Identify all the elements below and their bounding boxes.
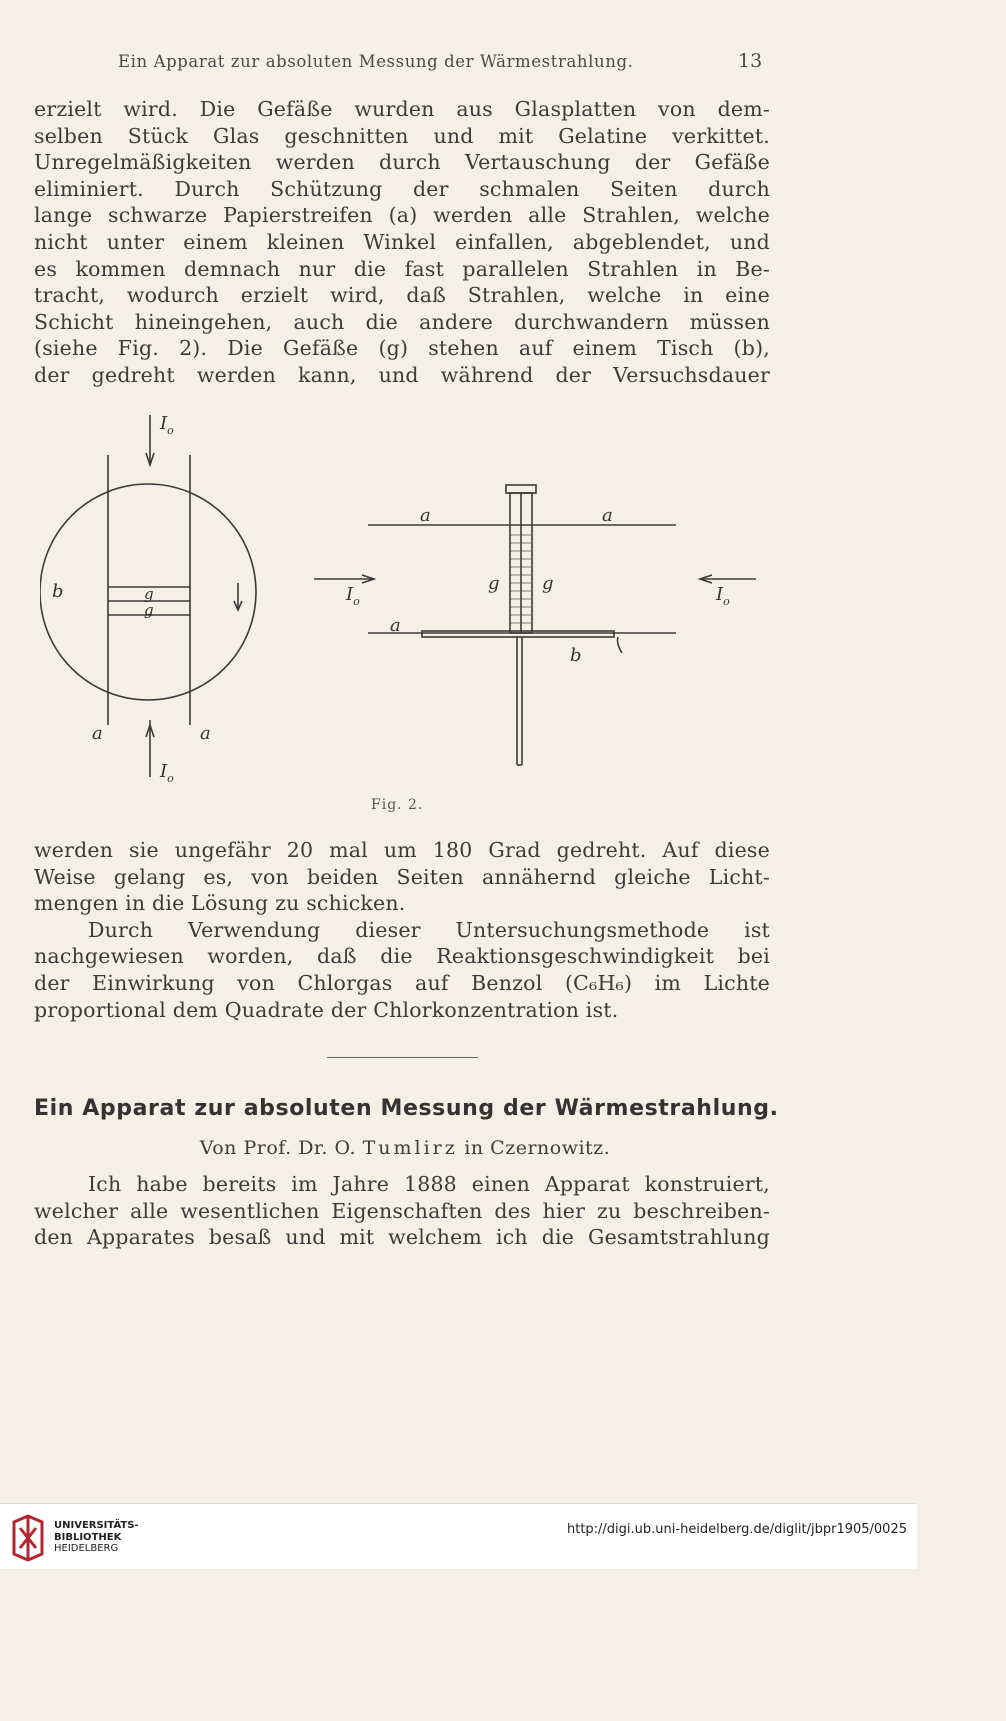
text-line: es kommen demnach nur die fast parallelen Strahlen in Be- [34, 256, 770, 281]
label-a: a [390, 615, 401, 636]
digitization-footer [0, 1503, 917, 1569]
byline-prefix: Von Prof. Dr. O. [199, 1137, 357, 1159]
text-line: den Apparates besaß und mit welchem ich die Gesamtstrahlung [34, 1225, 770, 1250]
label-I0: $I_o$ [160, 413, 174, 437]
figure-caption: Fig. 2. [371, 797, 424, 813]
text-line: welcher alle wesentlichen Eigenschaften des hier zu beschreiben- [34, 1198, 770, 1223]
text-line: Unregelmäßigkeiten werden durch Vertauschung der Gefäße [34, 150, 770, 175]
paragraph-2 [34, 837, 770, 1023]
byline-suffix: in Czernowitz. [464, 1137, 611, 1159]
label-g: g [488, 573, 500, 594]
text-line: tracht, wodurch erzielt wird, daß Strahlen, welche in eine [34, 283, 770, 308]
label-a: a [200, 723, 211, 744]
running-head: Ein Apparat zur absoluten Messung der Wärmestrahlung. [118, 52, 634, 71]
text-line: eliminiert. Durch Schützung der schmalen Seiten durch [34, 176, 770, 201]
text-line: Durch Verwendung dieser Untersuchungsmethode ist [88, 917, 770, 942]
label-g: g [144, 601, 154, 619]
label-a: a [602, 505, 613, 526]
text-line: der gedreht werden kann, und während der Versuchsdauer [34, 362, 770, 387]
text-line: Ich habe bereits im Jahre 1888 einen Apparat konstruiert, [88, 1172, 770, 1196]
text-line: der Einwirkung von Chlorgas auf Benzol (C₆H₆) im Lichte [34, 970, 770, 995]
article-title: Ein Apparat zur absoluten Messung der Wärmestrahlung. [34, 1096, 779, 1121]
text-line: proportional dem Quadrate der Chlorkonzentration ist. [34, 997, 619, 1022]
label-a: a [420, 505, 431, 526]
text-line: selben Stück Glas geschnitten und mit Gelatine verkittet. [34, 123, 770, 148]
paragraph-3 [34, 1171, 770, 1251]
library-name: UNIVERSITÄTS- BIBLIOTHEK HEIDELBERG [54, 1520, 139, 1554]
text-line: erzielt wird. Die Gefäße wurden aus Glasplatten von dem- [34, 97, 770, 121]
text-line: werden sie ungefähr 20 mal um 180 Grad gedreht. Auf diese [34, 838, 770, 862]
page-number: 13 [738, 50, 763, 72]
label-b: b [52, 581, 64, 602]
label-a: a [92, 723, 103, 744]
paragraph-1 [34, 96, 770, 389]
table-b [422, 631, 614, 637]
text-line: lange schwarze Papierstreifen (a) werden alle Strahlen, welche [34, 203, 770, 228]
label-I0: $I_o$ [160, 761, 174, 785]
text-line: Weise gelang es, von beiden Seiten annähernd gleiche Licht- [34, 864, 770, 889]
label-g: g [542, 573, 554, 594]
section-divider [327, 1057, 478, 1058]
label-I0: $I_o$ [346, 584, 360, 608]
figure-2-diagram [40, 405, 780, 805]
text-line: Schicht hineingehen, auch die andere durchwandern müssen [34, 309, 770, 334]
vessel-cap [506, 485, 536, 493]
label-g: g [144, 585, 154, 603]
university-library-logo-icon [8, 1514, 48, 1562]
pointer-b [618, 637, 623, 653]
source-url-link[interactable]: http://digi.ub.uni-heidelberg.de/diglit/jbpr1905/0025 [566, 1522, 907, 1537]
label-I0: $I_o$ [716, 584, 730, 608]
byline [34, 1137, 776, 1159]
text-line: nicht unter einem kleinen Winkel einfallen, abgeblendet, und [34, 229, 770, 254]
label-b: b [570, 645, 582, 666]
text-line: mengen in die Lösung zu schicken. [34, 891, 406, 916]
author-name: Tumlirz [362, 1137, 458, 1159]
text-line: nachgewiesen worden, daß die Reaktionsgeschwindigkeit bei [34, 944, 770, 969]
text-line: (siehe Fig. 2). Die Gefäße (g) stehen auf einem Tisch (b), [34, 336, 770, 361]
